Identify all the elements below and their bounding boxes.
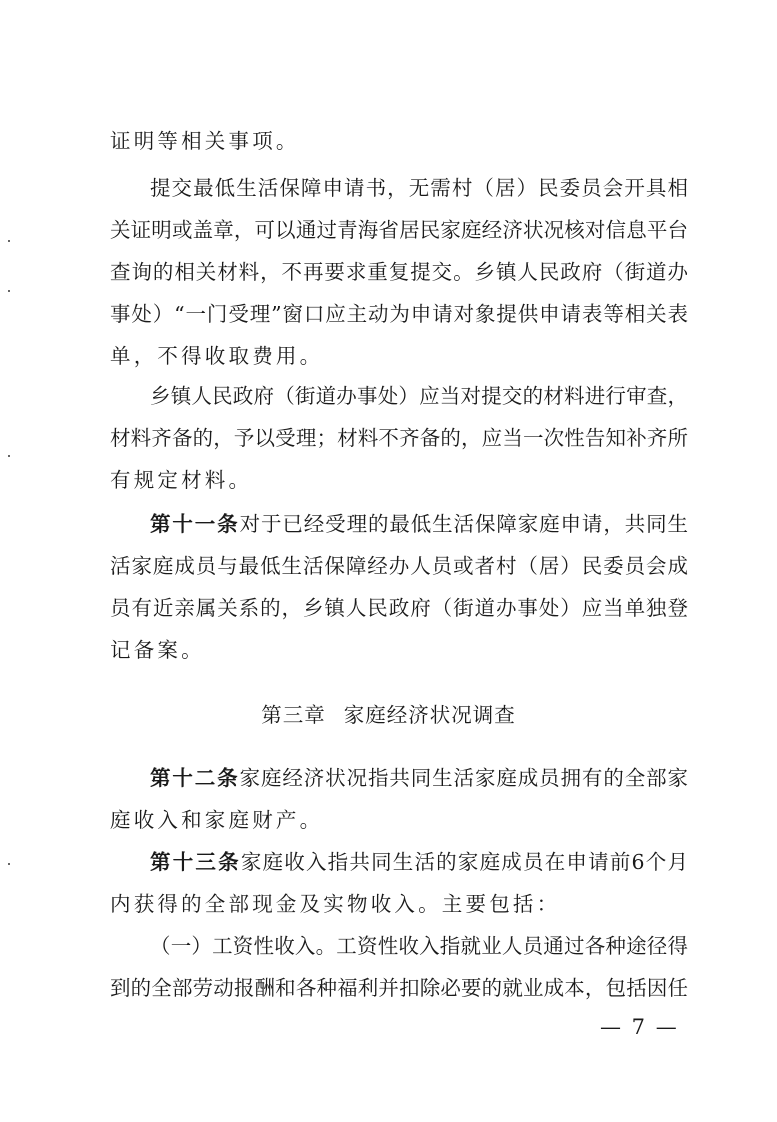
scan-mark [8, 455, 10, 457]
paragraph-line: 到的全部劳动报酬和各种福利并扣除必要的就业成本，包括因任 [110, 976, 688, 1000]
article-number: 第十一条 [150, 512, 240, 536]
scan-mark [8, 290, 10, 292]
article-text: 家庭收入指共同生活的家庭成员在申请前6个月 [240, 850, 688, 874]
paragraph-line: 乡镇人民政府（街道办事处）应当对提交的材料进行审查， [150, 384, 688, 408]
chapter-title: 家庭经济状况调查 [343, 703, 516, 727]
article-line [150, 765, 688, 791]
article-number: 第十三条 [150, 850, 241, 874]
article-text: 家庭经济状况指共同生活家庭成员拥有的全部家 [239, 766, 689, 790]
scan-mark [8, 240, 10, 242]
scan-mark [8, 863, 10, 865]
article-line [150, 511, 688, 537]
chapter-number: 第三章 [261, 703, 326, 727]
chapter-heading [0, 702, 777, 728]
paragraph-line: 证明等相关事项。 [110, 129, 300, 153]
article-number: 第十二条 [150, 766, 240, 790]
paragraph-line: 活家庭成员与最低生活保障经办人员或者村（居）民委员会成 [110, 554, 688, 578]
paragraph-line: 庭收入和家庭财产。 [110, 808, 324, 832]
paragraph-line: 有规定材料。 [110, 468, 253, 492]
page-number: — 7 — [600, 1015, 679, 1039]
paragraph-line: 单，不得收取费用。 [110, 344, 324, 368]
paragraph-line: 关证明或盖章，可以通过青海省居民家庭经济状况核对信息平台 [110, 218, 688, 242]
paragraph-line: 提交最低生活保障申请书，无需村（居）民委员会开具相 [150, 176, 688, 200]
article-line [150, 849, 688, 875]
paragraph-line: 查询的相关材料，不再要求重复提交。乡镇人民政府（街道办 [110, 260, 688, 284]
paragraph-line: 内获得的全部现金及实物收入。主要包括： [110, 892, 561, 916]
paragraph-line: 记备案。 [110, 638, 205, 662]
paragraph-line: 材料齐备的，予以受理；材料不齐备的，应当一次性告知补齐所 [110, 426, 688, 450]
paragraph-line: 员有近亲属关系的，乡镇人民政府（街道办事处）应当单独登 [110, 596, 688, 620]
article-text: 对于已经受理的最低生活保障家庭申请，共同生 [239, 512, 689, 536]
paragraph-line: 事处）“一门受理”窗口应主动为申请对象提供申请表等相关表 [110, 302, 688, 326]
paragraph-line: （一）工资性收入。工资性收入指就业人员通过各种途径得 [150, 934, 688, 958]
